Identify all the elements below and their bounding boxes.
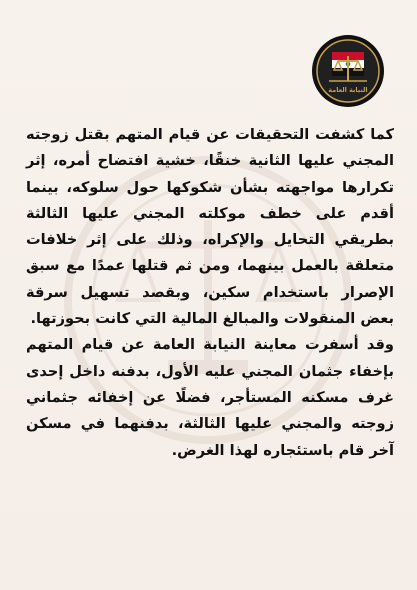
paragraph-1: كما كشفت التحقيقات عن قيام المتهم بقتل زوجته المجني عليها الثانية خنقًا، خشية افتضاح أمره، إثر تكرارها مواجهته بشأن شكوكها حول سلوكه، بينما أقدم على خطف موكلته المجني عليها الثالثة بطريقي التحايل والإكراه، وذلك على إثر خلافات متعلقة بالعمل بينهما، ومن ثم قتلها عمدًا مع سبق الإصرار باستخدام سكين، وبقصد تسهيل سرقة بعض المنقولات والمبالغ المالية التي كانت بحوزتها. <box>26 126 394 328</box>
public-prosecution-logo <box>311 34 385 108</box>
logo-caption: النيابة العامة <box>328 86 368 94</box>
article-body <box>26 122 394 464</box>
paragraph-2: وقد أسفرت معاينة النيابة العامة عن قيام المتهم بإخفاء جثمان المجني عليه الأول، بدفنه داخل إحدى غرف مسكنه المستأجر، فضلًا عن إخفائه جثماني زوجته والمجني عليها الثالثة، بدفنهما في مسكن آخر قام باستئجاره لهذا الغرض. <box>26 336 394 459</box>
